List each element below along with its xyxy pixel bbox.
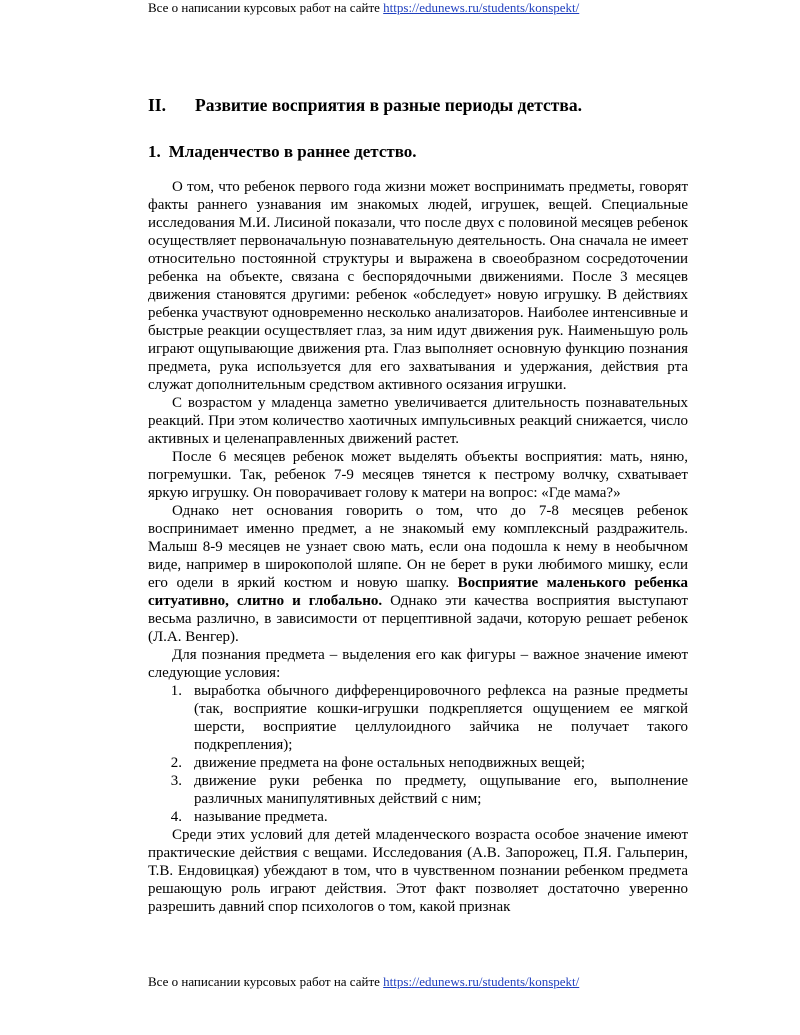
list-item-text: называние предмета. [194, 809, 328, 825]
page-footer [148, 974, 579, 990]
subsection-heading [148, 141, 688, 163]
subsection-number: 1. [148, 142, 161, 161]
document-body [148, 94, 688, 916]
page-header [148, 0, 579, 16]
section-heading [148, 94, 688, 116]
paragraph-4-start: Однако нет основания говорить о том, что до 7-8 месяцев ребенок воспринимает именно предмет, а не знакомый ему комплексный раздражитель. Малыш 8-9 месяцев не узнает свою мать, если она подошла к нему в необычном виде, например в широкополой шляпе. Он не берет в руки любимого мишку, если его одели в яркий костюм и новую шапку. [148, 503, 688, 591]
paragraph-5: Для познания предмета – выделения его как фигуры – важное значение имеют следующие условия: [148, 647, 688, 681]
paragraph-1: О том, что ребенок первого года жизни может воспринимать предметы, говорят факты раннего узнавания им знакомых людей, игрушек, вещей. Специальные исследования М.И. Лисиной показали, что после двух с половиной месяцев ребенок осуществляет первоначальную познавательную деятельность. Она сначала не имеет относительно постоянной структуры и выражена в своеобразном сосредоточении ребенка на объекте, связана с беспорядочными движениями. После 3 месяцев движения становятся другими: ребенок «обследует» новую игрушку. В действиях ребенка участвуют одновременно несколько анализаторов. Наиболее интенсивные и быстрые реакции осуществляет глаз, за ним идут движения рук. Наименьшую роль играют ощупывающие движения рта. Глаз выполняет основную функцию познания предмета, рука используется для его захватывания и удержания, действия рта служат дополнительным средством активного осязания игрушки. [148, 179, 688, 393]
header-link[interactable]: https://edunews.ru/students/konspekt/ [383, 0, 580, 15]
footer-text: Все о написании курсовых работ на сайте [148, 974, 384, 989]
footer-link[interactable]: https://edunews.ru/students/konspekt/ [383, 974, 580, 989]
header-text: Все о написании курсовых работ на сайте [148, 0, 384, 15]
section-title: Развитие восприятия в разные периоды детства. [195, 95, 582, 115]
list-item [148, 754, 688, 772]
list-item-text: движение предмета на фоне остальных неподвижных вещей; [194, 755, 586, 771]
list-item-marker: 4. [170, 809, 182, 825]
list-item [148, 808, 688, 826]
section-number: II. [148, 95, 166, 115]
paragraph-6: Среди этих условий для детей младенческого возраста особое значение имеют практические действия с вещами. Исследования (А.В. Запорожец, П.Я. Гальперин, Т.В. Ендовицкая) убеждают в том, что в чувственном познании ребенком предмета решающую роль играют действия. Этот факт позволяет достаточно уверенно разрешить давний спор психологов о том, какой признак [148, 827, 688, 915]
paragraph-4 [148, 502, 688, 646]
paragraph-4-end: Однако эти качества восприятия выступают весьма различно, в зависимости от перцептивной задачи, которую решает ребенок (Л.А. Венгер). [148, 593, 688, 645]
paragraph-2: С возрастом у младенца заметно увеличивается длительность познавательных реакций. При этом количество хаотичных импульсивных реакций снижается, число активных и целенаправленных движений растет. [148, 395, 688, 447]
list-item-marker: 1. [170, 683, 182, 699]
paragraph-4-emphasis: Восприятие маленького ребенка ситуативно, слитно и глобально. [148, 575, 689, 609]
list-item-text: выработка обычного дифференцировочного рефлекса на разные предметы (так, восприятие кошки-игрушки подкрепляется ощущением ее мягкой шерсти, восприятие целлулоидного зайчика не получает такого подкрепления); [194, 683, 688, 753]
list-item [148, 772, 688, 808]
conditions-list [148, 682, 688, 826]
paragraph-3: После 6 месяцев ребенок может выделять объекты восприятия: мать, няню, погремушки. Так, ребенок 7-9 месяцев тянется к пестрому волчку, схватывает яркую игрушку. Он поворачивает голову к матери на вопрос: «Где мама?» [148, 449, 688, 501]
list-item [148, 682, 688, 754]
list-item-marker: 2. [170, 755, 182, 771]
list-item-text: движение руки ребенка по предмету, ощупывание его, выполнение различных манипулятивных действий с ним; [194, 773, 688, 807]
list-item-marker: 3. [170, 773, 182, 789]
subsection-title: Младенчество в раннее детство. [168, 142, 417, 161]
